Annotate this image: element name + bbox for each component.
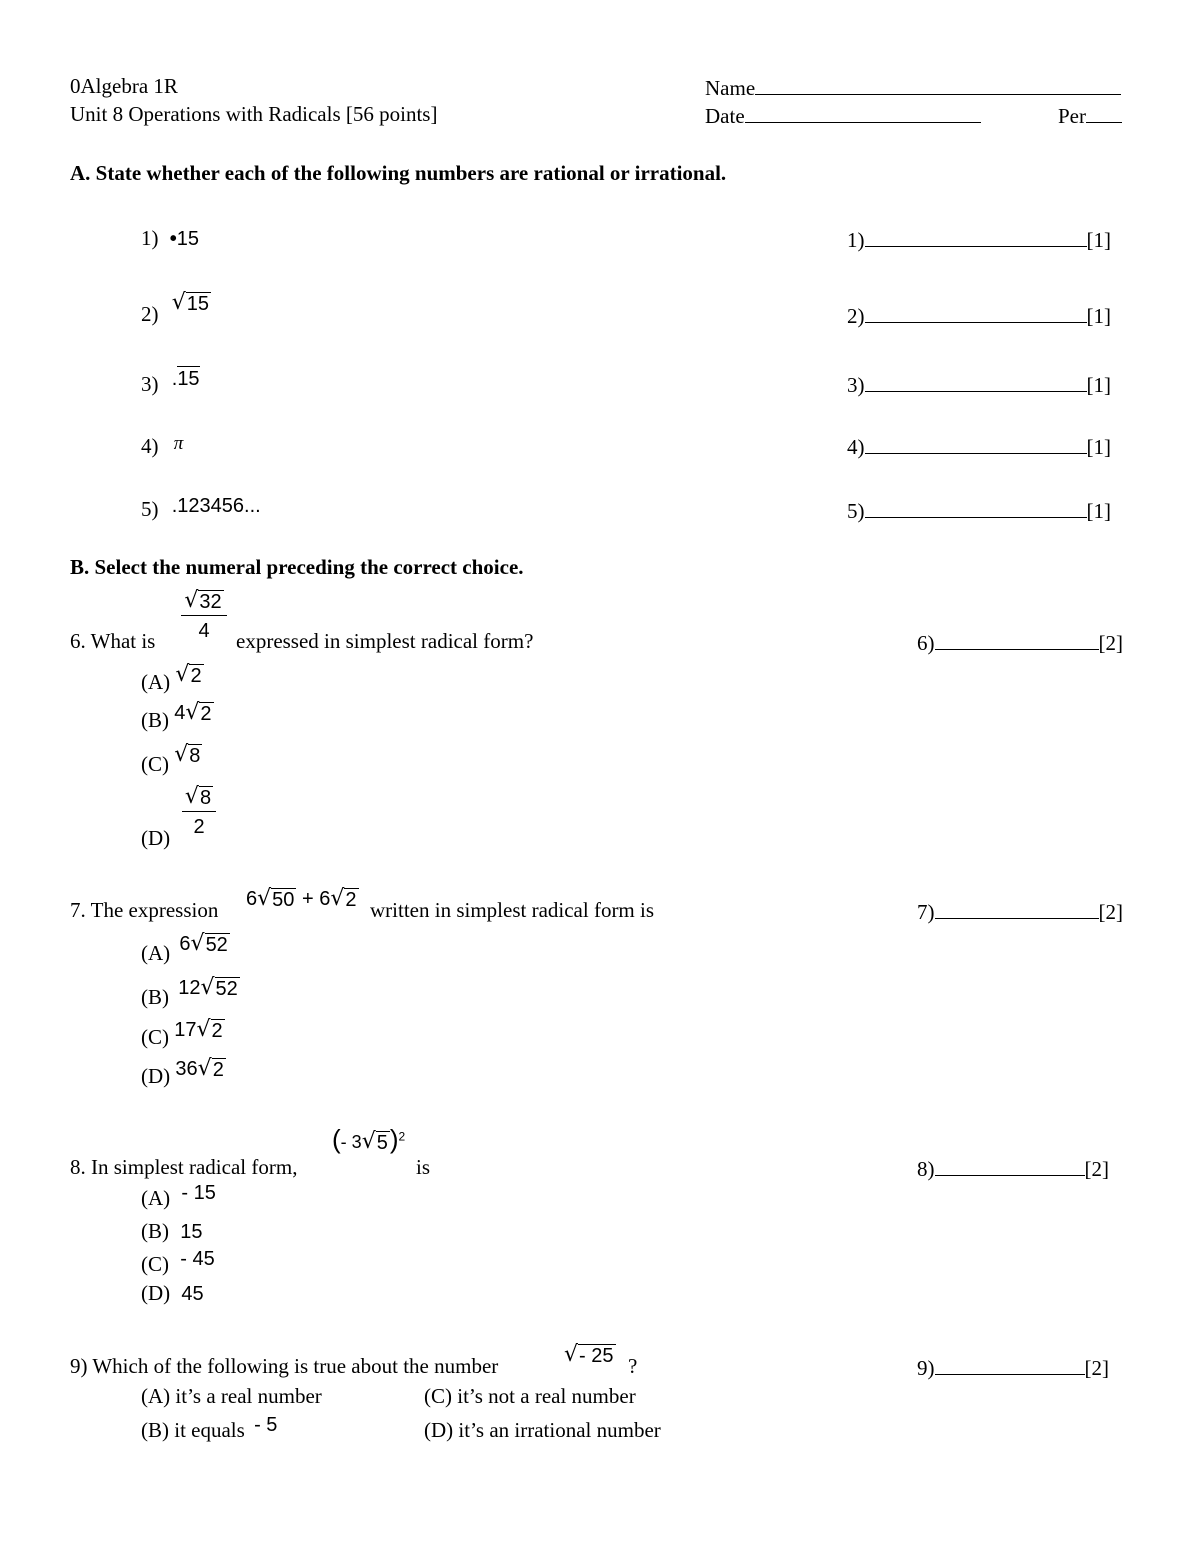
answer-line[interactable] [935,1157,1085,1176]
question-9-expression [564,1344,616,1366]
square-root [330,888,358,910]
per-line[interactable] [1086,104,1122,123]
coefficient: 12 [178,977,201,999]
radicand: 50 [272,889,295,911]
points: [2] [1084,1157,1109,1181]
radical-icon: √ [171,290,186,315]
question-9-prefix: 9) Which of the following is true about the number [70,1354,499,1378]
answer-label: 7) [917,900,935,924]
choice-8c[interactable] [141,1248,215,1276]
negative-coefficient: - 3 [340,1132,362,1152]
answer-line[interactable] [935,1356,1085,1375]
choice-label: (C) [141,1025,169,1049]
choice-label: (D) [141,1281,171,1305]
question-number: 4) [141,434,159,458]
choice-value: - 5 [254,1414,278,1436]
choice-value: 15 [180,1221,203,1243]
repeating-decimal [172,368,200,390]
radical-icon: √ [174,742,189,767]
radicand: 8 [199,787,212,809]
choice-label: (C) [141,1252,169,1276]
question-6-prefix: 6. What is [70,629,156,653]
choice-label: (B) [141,708,169,732]
choice-6b[interactable] [141,700,214,732]
question-1 [141,228,199,249]
radicand: - 25 [579,1345,614,1367]
date-line[interactable] [745,104,981,123]
name-label: Name [705,76,756,100]
answer-line[interactable] [865,499,1087,518]
choice-label: (B) [141,985,169,1009]
radical-icon: √ [190,931,205,956]
radical-icon: √ [564,1342,579,1367]
answer-4[interactable] [847,435,1111,458]
choice-value: 45 [181,1283,204,1305]
section-a-heading: A. State whether each of the following numbers are rational or irrational. [70,161,727,185]
answer-label: 6) [917,631,935,655]
coefficient: 6 [246,888,258,910]
question-number: 1) [141,226,159,250]
square-root [201,977,240,999]
choice-8a[interactable] [141,1182,216,1210]
choice-9b[interactable] [141,1414,278,1442]
name-field[interactable] [705,76,1121,99]
points: [1] [1086,435,1111,459]
answer-line[interactable] [865,304,1087,323]
fraction-denominator: 4 [181,615,227,641]
square-root [197,1019,225,1041]
answer-3[interactable] [847,373,1111,396]
fraction-denominator: 2 [182,811,216,837]
choice-6a[interactable] [141,662,204,694]
radical-icon: √ [197,1056,212,1081]
choice-value: - 15 [181,1182,216,1204]
points: [1] [1086,373,1111,397]
fraction-numerator [185,786,213,808]
question-6-fraction [181,590,227,641]
plus-sign: + [301,888,314,910]
points: [2] [1098,900,1123,924]
choice-9a[interactable]: (A) it’s a real number [141,1384,322,1408]
choice-6d-fraction [182,786,216,837]
radicand: 52 [205,934,228,956]
radical-icon: √ [200,975,215,1000]
choice-label: (A) [141,670,171,694]
question-7-prefix: 7. The expression [70,898,219,922]
square-root [172,292,211,314]
date-field[interactable] [705,104,981,127]
radical-icon: √ [175,662,190,687]
choice-label: (D) [141,1064,171,1088]
decimal-digits: 15 [176,228,200,250]
choice-9d[interactable]: (D) it’s an irrational number [424,1418,661,1442]
choice-8d[interactable] [141,1283,204,1304]
answer-9[interactable] [917,1356,1109,1379]
question-3 [141,368,200,396]
answer-5[interactable] [847,499,1111,522]
choice-label: (C) [141,752,169,776]
section-b-heading: B. Select the numeral preceding the correct choice. [70,555,524,579]
radical-icon: √ [184,588,199,613]
date-label: Date [705,104,745,128]
radicand: 5 [376,1132,388,1154]
answer-label: 5) [847,499,865,523]
answer-label: 9) [917,1356,935,1380]
choice-8b[interactable] [141,1221,203,1242]
square-root [174,744,202,766]
points: [2] [1084,1356,1109,1380]
question-8-suffix: is [416,1155,431,1179]
question-7-suffix: written in simplest radical form is [370,898,655,922]
question-9-suffix: ? [628,1354,638,1378]
choice-7a[interactable] [141,931,230,965]
coefficient: 6 [179,933,191,955]
choice-7b[interactable] [141,975,240,1009]
square-root [175,664,203,686]
answer-label: 4) [847,435,865,459]
fraction-numerator [184,590,223,612]
answer-1[interactable] [847,228,1111,251]
answer-line[interactable] [865,373,1087,392]
choice-7d[interactable] [141,1056,226,1088]
square-root [564,1344,616,1366]
radicand: 2 [200,703,212,725]
question-4 [141,432,184,458]
choice-label: (A) [141,1186,171,1210]
points: [1] [1086,228,1111,252]
square-root [362,1131,390,1153]
question-2 [141,290,211,326]
coefficient: 17 [174,1019,197,1041]
square-root [198,1058,226,1080]
answer-label: 3) [847,373,865,397]
radical-icon: √ [184,784,199,809]
radicand: 15 [186,293,210,315]
choice-6c[interactable] [141,742,202,776]
question-5 [141,495,261,521]
radicand: 32 [199,591,222,613]
name-line[interactable] [755,76,1121,95]
points: [2] [1098,631,1123,655]
coefficient: 36 [175,1058,198,1080]
answer-line[interactable] [935,631,1099,650]
exponent: 2 [398,1129,406,1144]
decimal-expression: .123456... [171,495,261,517]
radical-icon: √ [196,1017,211,1042]
radicand: 52 [215,978,238,1000]
decimal-point: . [171,368,178,390]
choice-6d-label[interactable]: (D) [141,826,171,850]
radicand: 2 [211,1020,223,1042]
radicand: 2 [345,889,357,911]
answer-line[interactable] [865,435,1087,454]
radical-icon: √ [361,1129,376,1154]
choice-text: (B) it equals [141,1418,245,1442]
close-paren: ) [389,1124,399,1154]
question-8-expression [332,1126,405,1153]
answer-label: 1) [847,228,865,252]
radicand: 2 [212,1059,224,1081]
square-root [257,888,296,910]
course-title: 0Algebra 1R [70,74,178,98]
answer-label: 2) [847,304,865,328]
question-number: 2) [141,302,159,326]
answer-2[interactable] [847,304,1111,327]
repeating-digits: 15 [177,368,200,390]
radical-icon: √ [257,886,272,911]
square-root [185,702,213,724]
open-paren: ( [332,1124,341,1154]
coefficient: 6 [319,888,331,910]
choice-label: (A) [141,941,171,965]
question-6-suffix: expressed in simplest radical form? [236,629,534,653]
choice-7c[interactable] [141,1017,225,1049]
answer-8[interactable] [917,1157,1109,1180]
radicand: 2 [190,665,202,687]
question-number: 3) [141,372,159,396]
per-field[interactable] [1058,104,1122,127]
points: [1] [1086,499,1111,523]
answer-6[interactable] [917,631,1123,654]
per-label: Per [1058,104,1086,128]
radicand: 8 [189,745,201,767]
choice-label: (B) [141,1219,169,1243]
points: [1] [1086,304,1111,328]
choice-value: - 45 [180,1248,215,1270]
answer-line[interactable] [865,228,1087,247]
question-7-expression [246,888,359,910]
square-root [191,933,230,955]
answer-line[interactable] [935,900,1099,919]
radical-icon: √ [330,886,345,911]
unit-title: Unit 8 Operations with Radicals [56 points] [70,102,438,126]
choice-9c[interactable]: (C) it’s not a real number [424,1384,636,1408]
repeating-decimal: •15 [169,228,200,250]
coefficient: 4 [174,702,186,724]
pi-symbol: π [173,433,184,454]
question-8-prefix: 8. In simplest radical form, [70,1155,298,1179]
answer-7[interactable] [917,900,1123,923]
question-number: 5) [141,497,159,521]
radical-icon: √ [185,700,200,725]
answer-label: 8) [917,1157,935,1181]
